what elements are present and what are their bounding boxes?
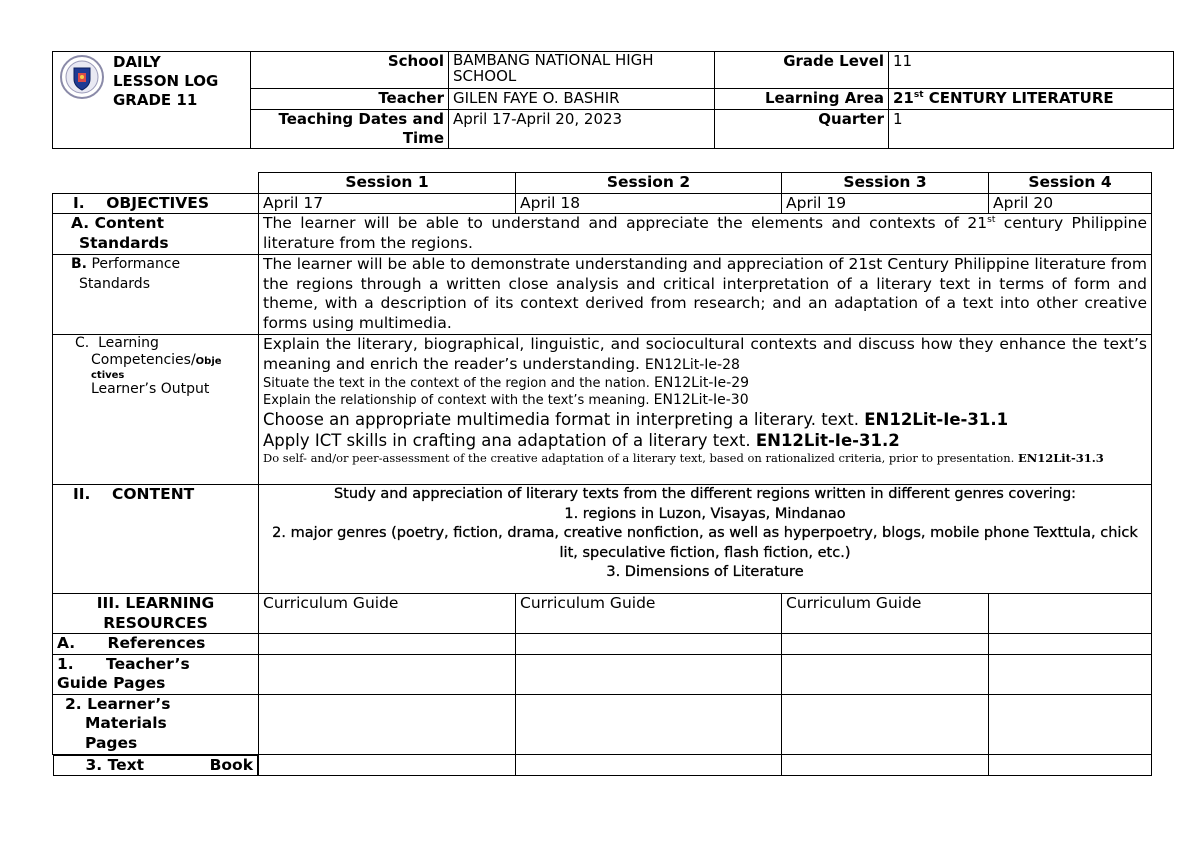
teacher-guide-label: 1. Teacher’s Guide Pages [53,654,259,694]
empty-cell [782,694,989,754]
empty-cell [782,634,989,655]
empty-cell [989,694,1152,754]
learning-resource-value [989,594,1152,634]
log-grade: GRADE 11 [113,91,198,109]
teaching-dates-value: April 17-April 20, 2023 [449,110,715,149]
session-header: Session 2 [516,173,782,194]
lesson-table [52,172,1152,776]
teaching-dates-label: Teaching Dates and Time [251,110,449,149]
competencies-label: C. Learning Competencies/Obje ctives Learner’s Output [53,335,259,485]
log-title: DAILY [113,53,161,71]
learning-resources-label: III. LEARNING RESOURCES [53,594,259,634]
empty-cell [989,754,1152,776]
grade-level-label: Grade Level [715,52,889,89]
empty-cell [259,694,516,754]
empty-cell [259,634,516,655]
content-standards-text: The learner will be able to understand and appreciate the elements and contexts of 21st century Philippine literature from the regions. [259,214,1152,255]
school-label: School [251,52,449,89]
competencies-list [259,335,1152,485]
references-label: A. References [53,634,259,655]
competency-item: Explain the relationship of context with the text’s meaning. EN12Lit-Ie-30 [263,392,749,408]
competency-item: Explain the literary, biographical, linguistic, and sociocultural contexts and discuss how they enhance the text’s meaning and enrich the reader’s understanding. EN12Lit-Ie-28 [263,335,1147,373]
empty-cell [989,654,1152,694]
empty-cell [782,654,989,694]
learning-resource-value: Curriculum Guide [259,594,516,634]
objectives-label: I. OBJECTIVES [53,193,259,214]
empty-cell [516,634,782,655]
empty-cell [516,754,782,776]
deped-seal-icon [59,54,105,100]
empty-cell [516,694,782,754]
session-date: April 18 [516,193,782,214]
session-date: April 17 [259,193,516,214]
log-title-cell [53,52,251,149]
competency-item: Choose an appropriate multimedia format in interpreting a literary. text. EN12Lit-Ie-31.1 [263,410,1009,429]
session-header: Session 3 [782,173,989,194]
performance-standards-text: The learner will be able to demonstrate understanding and appreciation of 21st Century Philippine literature from the regions through a written close analysis and critical interpretation of a literary text in terms of form and theme, with a description of its context derived from research; and an adaptation of a text into other creative forms using multimedia. [259,255,1152,335]
quarter-label: Quarter [715,110,889,149]
performance-standards-label: B. Performance Standards [53,255,259,335]
teacher-value: GILEN FAYE O. BASHIR [449,89,715,110]
competency-item: Situate the text in the context of the region and the nation. EN12Lit-Ie-29 [263,375,750,391]
session-header: Session 4 [989,173,1152,194]
learning-area-label: Learning Area [715,89,889,110]
learning-resource-value: Curriculum Guide [516,594,782,634]
school-value: BAMBANG NATIONAL HIGH SCHOOL [449,52,715,89]
quarter-value: 1 [889,110,1174,149]
header-table [52,51,1174,149]
learner-materials-label: 2. Learner’s Materials Pages [53,694,259,754]
session-date: April 19 [782,193,989,214]
grade-level-value: 11 [889,52,1174,89]
content-standards-label: A. Content Standards [53,214,259,255]
log-title: LESSON LOG [113,72,219,90]
teacher-label: Teacher [251,89,449,110]
content-label: II. CONTENT [53,485,259,594]
learning-area-value: 21st CENTURY LITERATURE [889,89,1174,110]
learning-resource-value: Curriculum Guide [782,594,989,634]
empty-cell [259,754,516,776]
session-header: Session 1 [259,173,516,194]
empty-cell [782,754,989,776]
blank-cell [53,173,259,194]
empty-cell [259,654,516,694]
competency-item: Do self- and/or peer-assessment of the creative adaptation of a literary text, based on rationalized criteria, prior to presentation. EN12Lit-31.3 [263,451,1104,465]
empty-cell [989,634,1152,655]
content-text: Study and appreciation of literary texts from the different regions written in different genres covering: 1. regions in Luzon, Visayas, Mindanao 2. major genres (poetry, fiction, drama, creative nonfiction, as well as hyperpoetry, blogs, mobile phone Texttula, chick lit, speculative fiction, flash fiction, etc.) 3. Dimensions of Literature [259,485,1152,594]
session-date: April 20 [989,193,1152,214]
competency-item: Apply ICT skills in crafting ana adaptation of a literary text. EN12Lit-Ie-31.2 [263,431,900,450]
text-book-label: 3. Text Book [53,755,259,776]
empty-cell [516,654,782,694]
